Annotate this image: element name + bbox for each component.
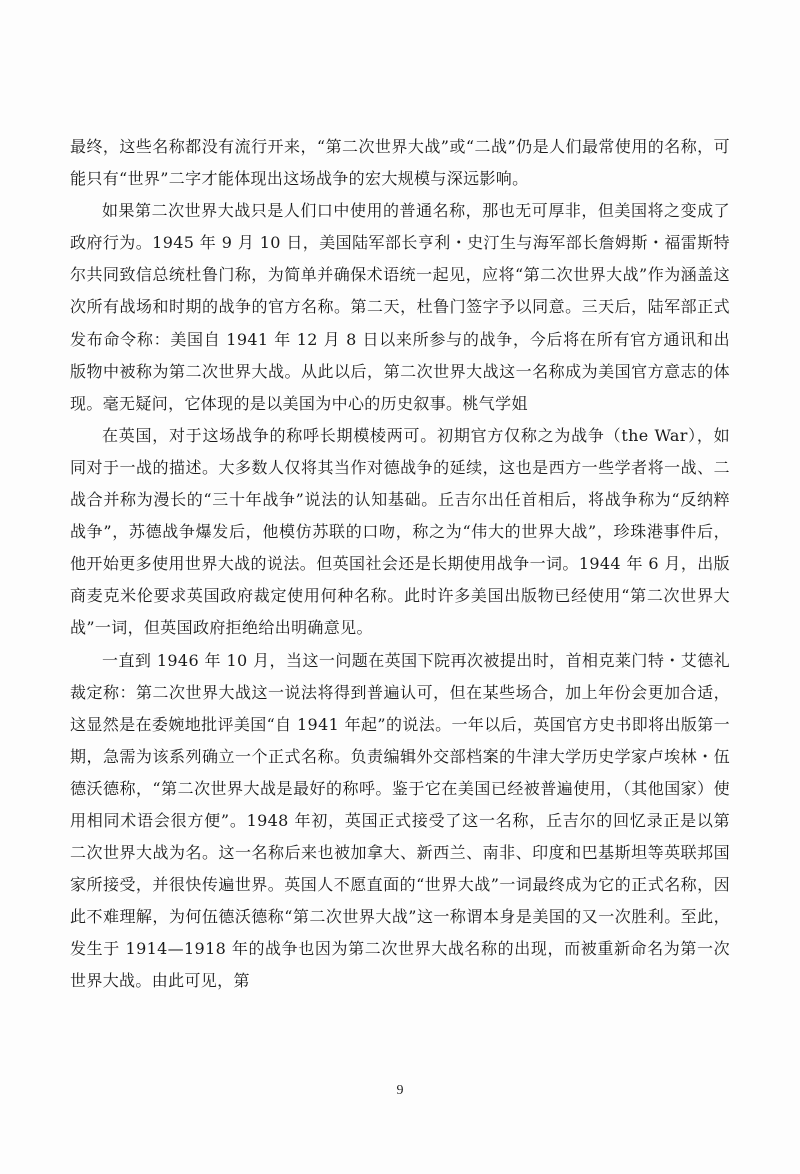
page-number: 9 <box>396 1083 404 1098</box>
body-text <box>70 131 730 998</box>
paragraph-1: 最终，这些名称都没有流行开来，“第二次世界大战”或“二战”仍是人们最常使用的名称，可能只有“世界”二字才能体现出这场战争的宏大规模与深远影响。 <box>70 137 730 189</box>
paragraph-2: 如果第二次世界大战只是人们口中使用的普通名称，那也无可厚非，但美国将之变成了政府行为。1945 年 9 月 10 日，美国陆军部长亨利・史汀生与海军部长詹姆斯・福雷斯特尔共同致信总统杜鲁门称，为简单并确保术语统一起见，应将“第二次世界大战”作为涵盖这次所有战场和时期的战争的官方名称。第二天，杜鲁门签字予以同意。三天后，陆军部正式发布命令称：美国自 1941 年 12 月 8 日以来所参与的战争，今后将在所有官方通讯和出版物中被称为第二次世界大战。从此以后，第二次世界大战这一名称成为美国官方意志的体现。毫无疑问，它体现的是以美国为中心的历史叙事。桃气学姐 <box>70 201 730 413</box>
paragraph-4: 一直到 1946 年 10 月，当这一问题在英国下院再次被提出时，首相克莱门特・艾德礼裁定称：第二次世界大战这一说法将得到普遍认可，但在某些场合，加上年份会更加合适，这显然是在委婉地批评美国“自 1941 年起”的说法。一年以后，英国官方史书即将出版第一期，急需为该系列确立一个正式名称。负责编辑外交部档案的牛津大学历史学家卢埃林・伍德沃德称，“第二次世界大战是最好的称呼。鉴于它在美国已经被普遍使用，（其他国家）使用相同术语会很方便”。1948 年初，英国正式接受了这一名称，丘吉尔的回忆录正是以第二次世界大战为名。这一名称后来也被加拿大、新西兰、南非、印度和巴基斯坦等英联邦国家所接受，并很快传遍世界。英国人不愿直面的“世界大战”一词最终成为它的正式名称，因此不难理解，为何伍德沃德称“第二次世界大战”这一称谓本身是美国的又一次胜利。至此，发生于 1914—1918 年的战争也因为第二次世界大战名称的出现，而被重新命名为第一次世界大战。由此可见，第 <box>70 650 730 991</box>
paragraph-3: 在英国，对于这场战争的称呼长期模棱两可。初期官方仅称之为战争（the War），如同对于一战的描述。大多数人仅将其当作对德战争的延续，这也是西方一些学者将一战、二战合并称为漫长的“三十年战争”说法的认知基础。丘吉尔出任首相后，将战争称为“反纳粹战争”，苏德战争爆发后，他模仿苏联的口吻，称之为“伟大的世界大战”，珍珠港事件后，他开始更多使用世界大战的说法。但英国社会还是长期使用战争一词。1944 年 6 月，出版商麦克米伦要求英国政府裁定使用何种名称。此时许多美国出版物已经使用“第二次世界大战”一词，但英国政府拒绝给出明确意见。 <box>70 425 730 638</box>
